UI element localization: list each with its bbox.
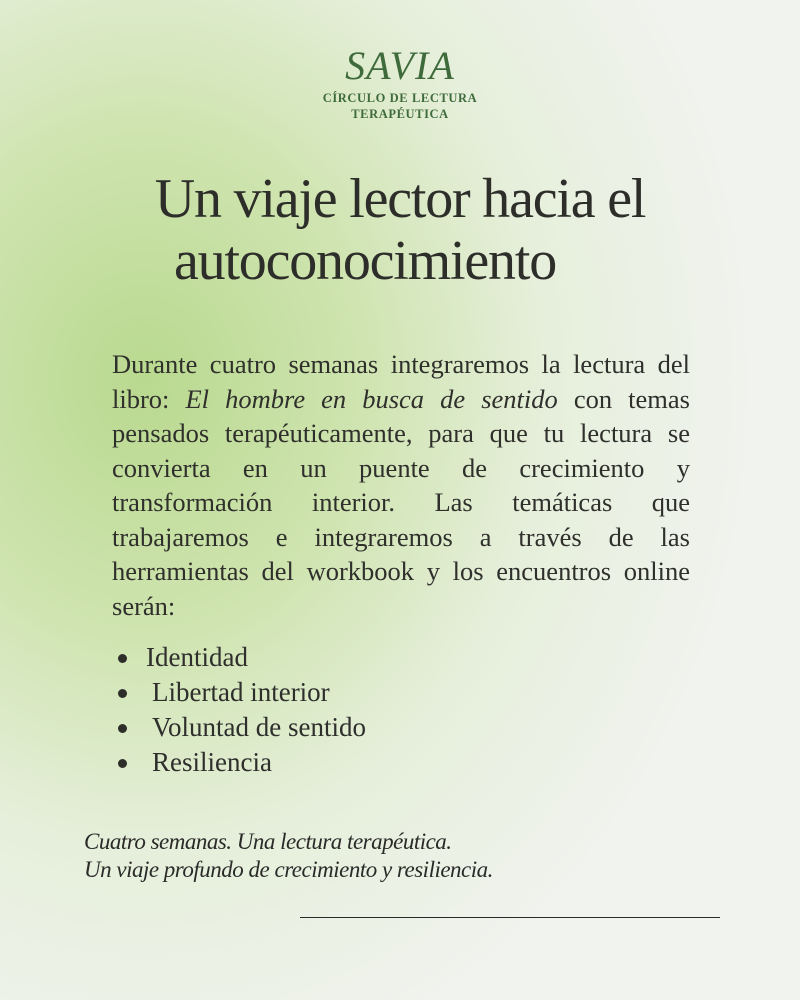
closing-line-1: Cuatro semanas. Una lectura terapéutica. — [84, 829, 452, 854]
brand-subtitle-line1: CÍRCULO DE LECTURA — [322, 91, 478, 105]
page-title — [80, 168, 720, 292]
list-item-topic: Resiliencia — [112, 745, 512, 780]
brand-name: SAVIA — [345, 43, 455, 88]
topics-list — [112, 640, 512, 780]
closing-statement — [84, 828, 644, 884]
brand-subtitle-line2: TERAPÉUTICA — [351, 107, 449, 121]
divider-line — [300, 917, 720, 918]
closing-line-2: Un viaje profundo de crecimiento y resiliencia. — [84, 857, 493, 882]
title-line-2: autoconocimiento — [173, 230, 556, 292]
intro-text-before-book: Durante cuatro semanas integraremos la lectura del libro: — [112, 349, 690, 414]
book-title: El hombre en busca de sentido — [185, 383, 558, 414]
intro-paragraph — [112, 347, 690, 623]
list-item-topic: Identidad — [112, 640, 512, 675]
brand-logo — [300, 44, 500, 122]
list-item-topic: Voluntad de sentido — [112, 710, 512, 745]
intro-text-after-book: con temas pensados terapéuticamente, para que tu lectura se convierta en un puente de crecimiento y transformación interior. Las temáticas que trabajaremos e integraremos a través de las herramientas del workbook y los encuentros online serán: — [112, 383, 690, 621]
title-line-1: Un viaje lector hacia el — [154, 168, 646, 230]
list-item-topic: Libertad interior — [112, 675, 512, 710]
